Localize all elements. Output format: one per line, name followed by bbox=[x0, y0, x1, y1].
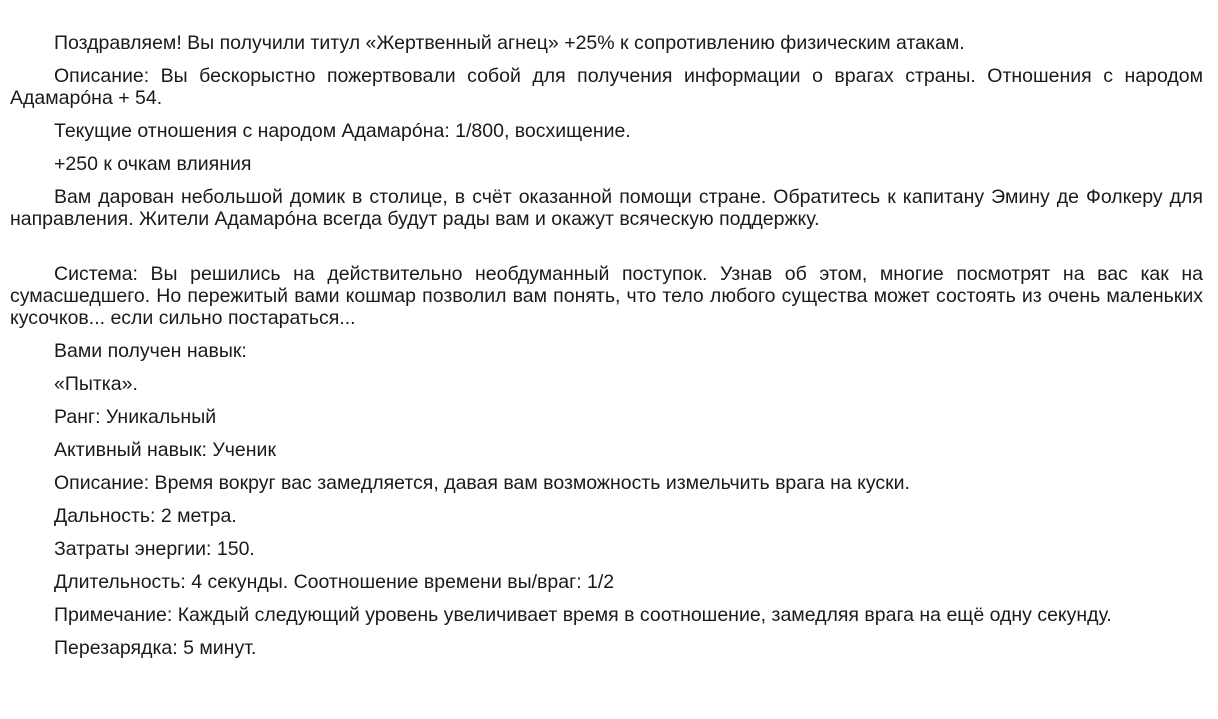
system-message-paragraph: Система: Вы решились на действительно необдуманный поступок. Узнав об этом, многие посмотрят на вас как на сумасшедшего. Но пережитый вами кошмар позволил вам понять, что тело любого существа может состоять из очень маленьких кусочков... если сильно постараться... bbox=[10, 263, 1203, 329]
title-award-paragraph: Поздравляем! Вы получили титул «Жертвенный агнец» +25% к сопротивлению физическим атакам. bbox=[54, 32, 965, 54]
skill-duration-paragraph: Длительность: 4 секунды. Соотношение времени вы/враг: 1/2 bbox=[54, 571, 615, 593]
house-reward-paragraph: Вам дарован небольшой домик в столице, в счёт оказанной помощи стране. Обратитесь к капитану Эмину де Фолкеру для направления. Жители Адамарóна всегда будут рады вам и окажут всяческую поддержку. bbox=[10, 186, 1203, 230]
title-description-paragraph: Описание: Вы бескорыстно пожертвовали собой для получения информации о врагах страны. Отношения с народом Адамарóна + 54. bbox=[10, 65, 1203, 109]
current-relations-paragraph: Текущие отношения с народом Адамарóна: 1/800, восхищение. bbox=[54, 120, 631, 142]
skill-note-paragraph: Примечание: Каждый следующий уровень увеличивает время в соотношение, замедляя врага на ещё одну секунду. bbox=[54, 604, 1112, 626]
skill-range-paragraph: Дальность: 2 метра. bbox=[54, 505, 237, 527]
skill-received-paragraph: Вами получен навык: bbox=[54, 340, 247, 362]
skill-energy-cost-paragraph: Затраты энергии: 150. bbox=[54, 538, 255, 560]
skill-rank-paragraph: Ранг: Уникальный bbox=[54, 406, 217, 428]
document-body bbox=[10, 32, 1203, 659]
influence-points-paragraph: +250 к очкам влияния bbox=[54, 153, 252, 175]
skill-description-paragraph: Описание: Время вокруг вас замедляется, давая вам возможность измельчить врага на куски. bbox=[54, 472, 910, 494]
skill-cooldown-paragraph: Перезарядка: 5 минут. bbox=[54, 637, 257, 659]
skill-name-paragraph: «Пытка». bbox=[54, 373, 138, 395]
skill-type-paragraph: Активный навык: Ученик bbox=[54, 439, 276, 461]
